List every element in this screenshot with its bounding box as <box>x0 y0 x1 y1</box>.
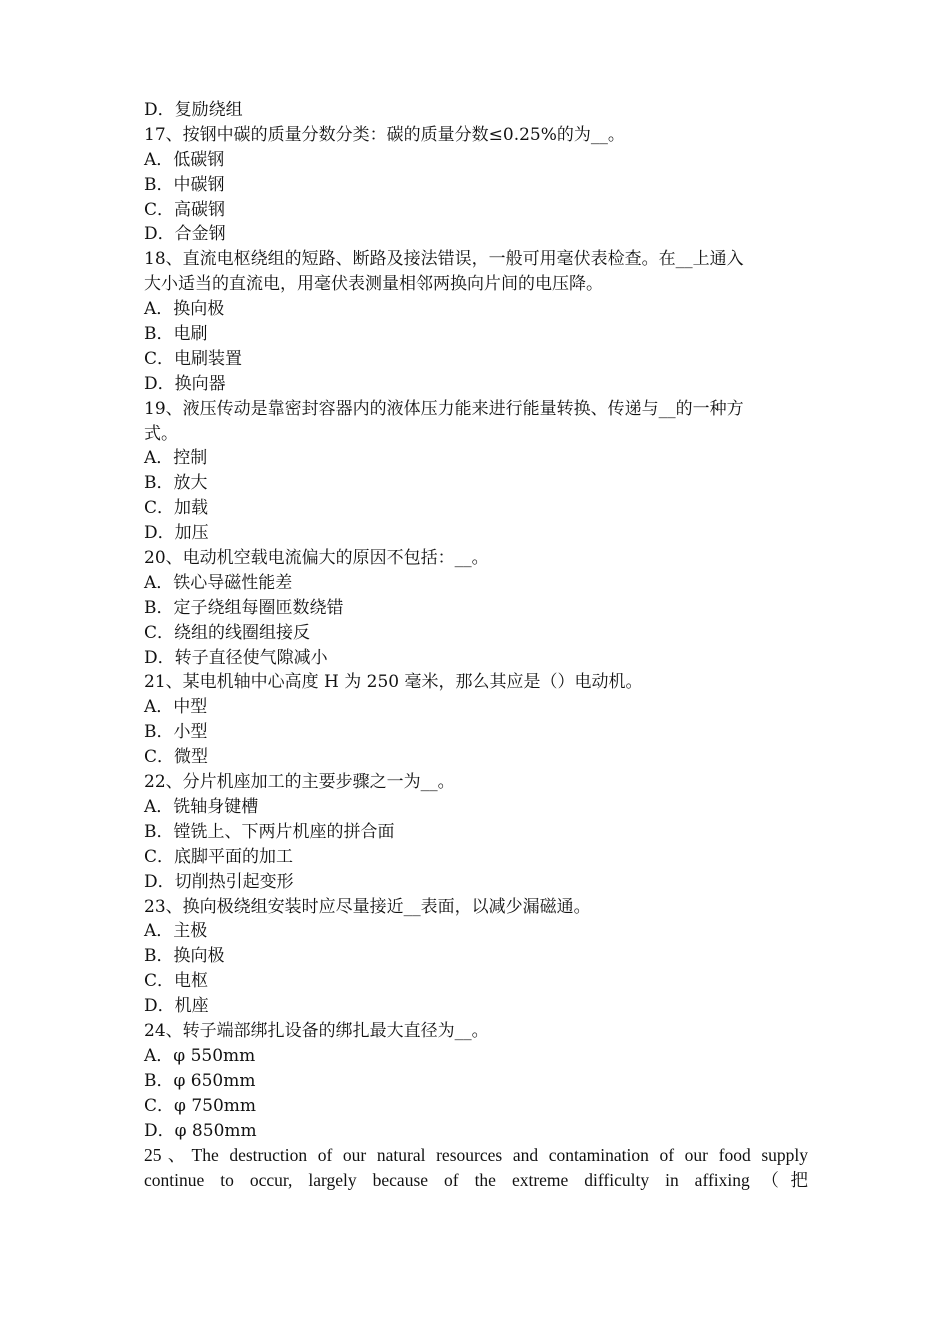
option-line: A．换向极 <box>144 299 225 320</box>
question-17: 17、按钢中碳的质量分数分类：碳的质量分数≤0.25%的为__。 <box>144 124 625 145</box>
option-line: B．定子绕组每圈匝数绕错 <box>144 597 344 618</box>
option-line: B．φ 650mm <box>144 1070 256 1091</box>
option-line: B．中碳钢 <box>144 174 225 195</box>
option-line: B．电刷 <box>144 324 208 345</box>
option-line: A．φ 550mm <box>144 1045 256 1066</box>
option-line: A．铣轴身键槽 <box>144 796 259 817</box>
option-line: A．低碳钢 <box>144 149 225 170</box>
option-line: C．底脚平面的加工 <box>144 846 294 867</box>
option-line: D．切削热引起变形 <box>144 871 294 892</box>
option-line: D．换向器 <box>144 373 226 394</box>
option-line: B．换向极 <box>144 946 225 967</box>
question-20: 20、电动机空载电流偏大的原因不包括：__。 <box>144 548 489 569</box>
option-line: D．加压 <box>144 523 209 544</box>
option-line: C．电刷装置 <box>144 348 243 369</box>
option-line: A．控制 <box>144 448 208 469</box>
option-line: D．合金钢 <box>144 224 226 245</box>
question-22: 22、分片机座加工的主要步骤之一为__。 <box>144 772 455 793</box>
option-line: A．铁心导磁性能差 <box>144 572 293 593</box>
option-line: B．镗铣上、下两片机座的拼合面 <box>144 821 395 842</box>
option-line: D．机座 <box>144 996 209 1017</box>
option-line: B．放大 <box>144 473 208 494</box>
question-25: 25、The destruction of our natural resources and contamination of our food supply <box>144 1145 808 1166</box>
option-line: C．电枢 <box>144 971 209 992</box>
option-line: D．转子直径使气隙减小 <box>144 647 328 668</box>
question-21: 21、某电机轴中心高度 H 为 250 毫米，那么其应是（）电动机。 <box>144 672 643 693</box>
option-line: D．φ 850mm <box>144 1120 257 1141</box>
question-25-continued: continue to occur, largely because of the extreme difficulty in affixing（把 <box>144 1170 808 1191</box>
option-line: C．φ 750mm <box>144 1095 257 1116</box>
question-18-continued: 大小适当的直流电，用毫伏表测量相邻两换向片间的电压降。 <box>144 274 603 295</box>
question-18: 18、直流电枢绕组的短路、断路及接法错误，一般可用毫伏表检查。在__上通入 <box>144 249 744 270</box>
question-19: 19、液压传动是靠密封容器内的液体压力能来进行能量转换、传递与__的一种方 <box>144 398 744 419</box>
option-line: B．小型 <box>144 722 208 743</box>
option-line: C．高碳钢 <box>144 199 226 220</box>
document-page <box>144 98 808 1193</box>
option-line: A．中型 <box>144 697 208 718</box>
option-line: C．加载 <box>144 498 209 519</box>
option-line: D．复励绕组 <box>144 100 243 120</box>
option-line: A．主极 <box>144 921 208 942</box>
option-line: C．绕组的线圈组接反 <box>144 622 311 643</box>
question-24: 24、转子端部绑扎设备的绑扎最大直径为__。 <box>144 1020 489 1041</box>
question-19-continued: 式。 <box>144 423 178 444</box>
question-23: 23、换向极绕组安装时应尽量接近__表面，以减少漏磁通。 <box>144 896 591 917</box>
option-line: C．微型 <box>144 747 209 768</box>
